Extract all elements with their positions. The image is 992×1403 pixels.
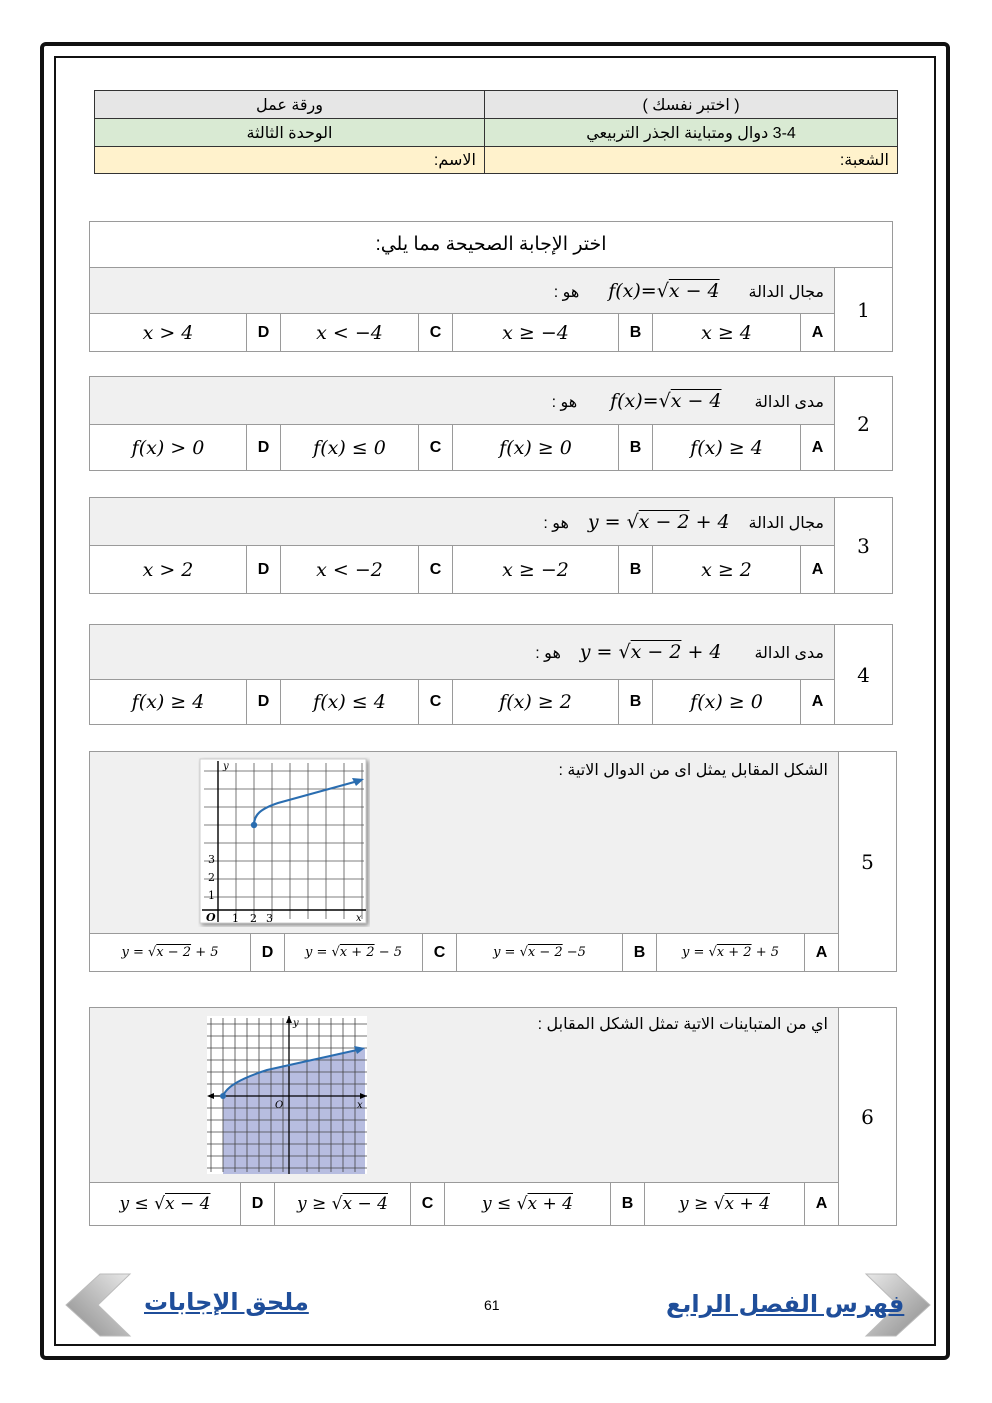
y-tick-label: 2 [208, 871, 215, 884]
question-number: 2 [835, 377, 893, 471]
option-letter-c: C [419, 546, 453, 594]
option-d[interactable]: x > 2 [90, 546, 247, 594]
question-stem: مدى الدالة y = √x − 2 + 4 هو : [90, 625, 835, 680]
option-letter-d: D [241, 1183, 275, 1226]
option-b[interactable]: y ≤ √x + 4 [445, 1183, 611, 1226]
option-b[interactable]: x ≥ −4 [453, 314, 619, 352]
option-d[interactable]: y = √x − 2 + 5 [90, 934, 251, 972]
x-axis-label: x [356, 913, 362, 924]
section-field[interactable]: الشعبة: [485, 147, 898, 174]
option-d[interactable]: y ≤ √x − 4 [90, 1183, 241, 1226]
option-letter-c: C [411, 1183, 445, 1226]
option-letter-c: C [419, 425, 453, 471]
option-letter-a: A [801, 546, 835, 594]
option-letter-d: D [247, 314, 281, 352]
option-letter-a: A [805, 1183, 839, 1226]
origin-label: O [206, 911, 216, 924]
question-stem: اي من المتباينات الاتية تمثل الشكل المقابل : [90, 1008, 839, 1183]
question-stem: الشكل المقابل يمثل اى من الدوال الاتية : [90, 752, 839, 934]
option-letter-b: B [619, 546, 653, 594]
option-a[interactable]: y ≥ √x + 4 [645, 1183, 805, 1226]
option-letter-b: B [619, 314, 653, 352]
option-d[interactable]: x > 4 [90, 314, 247, 352]
option-c[interactable]: f(x) ≤ 0 [281, 425, 419, 471]
option-c[interactable]: x < −2 [281, 546, 419, 594]
option-c[interactable]: f(x) ≤ 4 [281, 680, 419, 725]
question-number: 4 [835, 625, 893, 725]
option-b[interactable]: y = √x − 2 −5 [457, 934, 623, 972]
x-axis-label: x [357, 1100, 363, 1111]
option-d[interactable]: f(x) ≥ 4 [90, 680, 247, 725]
question-stem: مدى الدالة f(x)=√x − 4 هو : [90, 377, 835, 425]
curve-endpoint [220, 1093, 226, 1099]
question-stem: مجال الدالة f(x)=√x − 4 هو : [90, 268, 835, 314]
option-c[interactable]: y = √x + 2 − 5 [285, 934, 423, 972]
graph-question-5 [198, 757, 370, 927]
instruction: اختر الإجابة الصحيحة مما يلي: [90, 222, 893, 268]
question-stem: مجال الدالة y = √x − 2 + 4 هو : [90, 498, 835, 546]
answers-appendix-link[interactable]: ملحق الإجابات [144, 1289, 309, 1316]
y-axis-label: y [223, 761, 229, 772]
prev-arrow-icon[interactable] [64, 1272, 134, 1338]
question-number: 3 [835, 498, 893, 594]
option-d[interactable]: f(x) > 0 [90, 425, 247, 471]
option-letter-d: D [251, 934, 285, 972]
chapter-index-link[interactable]: فهرس الفصل الرابع [666, 1291, 905, 1318]
worksheet-header [94, 90, 898, 174]
option-a[interactable]: x ≥ 2 [653, 546, 801, 594]
option-letter-a: A [801, 314, 835, 352]
option-b[interactable]: x ≥ −2 [453, 546, 619, 594]
question-1 [89, 221, 893, 352]
option-letter-b: B [611, 1183, 645, 1226]
x-tick-label: 1 [232, 912, 239, 925]
option-b[interactable]: f(x) ≥ 2 [453, 680, 619, 725]
worksheet-title: ورقة عمل [95, 91, 485, 119]
option-letter-d: D [247, 680, 281, 725]
name-field[interactable]: الاسم: [95, 147, 485, 174]
option-letter-b: B [619, 425, 653, 471]
option-letter-d: D [247, 425, 281, 471]
option-b[interactable]: f(x) ≥ 0 [453, 425, 619, 471]
origin-label: O [275, 1100, 284, 1111]
question-3 [89, 497, 893, 594]
option-a[interactable]: f(x) ≥ 0 [653, 680, 801, 725]
option-letter-c: C [423, 934, 457, 972]
option-letter-c: C [419, 680, 453, 725]
graph-question-6 [207, 1016, 369, 1176]
question-number: 5 [839, 752, 897, 972]
unit-title: الوحدة الثالثة [95, 119, 485, 147]
question-number: 6 [839, 1008, 897, 1226]
y-tick-label: 1 [208, 889, 215, 902]
option-letter-c: C [419, 314, 453, 352]
option-letter-a: A [801, 425, 835, 471]
option-letter-d: D [247, 546, 281, 594]
option-a[interactable]: y = √x + 2 + 5 [657, 934, 805, 972]
page-number: 61 [484, 1297, 500, 1313]
lesson-title: 3-4 دوال ومتباينة الجذر التربيعي [485, 119, 898, 147]
x-tick-label: 3 [266, 912, 273, 925]
option-letter-a: A [805, 934, 839, 972]
option-a[interactable]: x ≥ 4 [653, 314, 801, 352]
question-2 [89, 376, 893, 471]
option-a[interactable]: f(x) ≥ 4 [653, 425, 801, 471]
y-tick-label: 3 [208, 853, 215, 866]
question-4 [89, 624, 893, 725]
option-c[interactable]: x < −4 [281, 314, 419, 352]
y-axis-label: y [293, 1018, 299, 1029]
x-tick-label: 2 [250, 912, 257, 925]
option-letter-b: B [619, 680, 653, 725]
option-letter-a: A [801, 680, 835, 725]
question-number: 1 [835, 268, 893, 352]
option-letter-b: B [623, 934, 657, 972]
test-yourself-label: ( اختبر نفسك ) [485, 91, 898, 119]
curve-endpoint [251, 822, 257, 828]
option-c[interactable]: y ≥ √x − 4 [275, 1183, 411, 1226]
